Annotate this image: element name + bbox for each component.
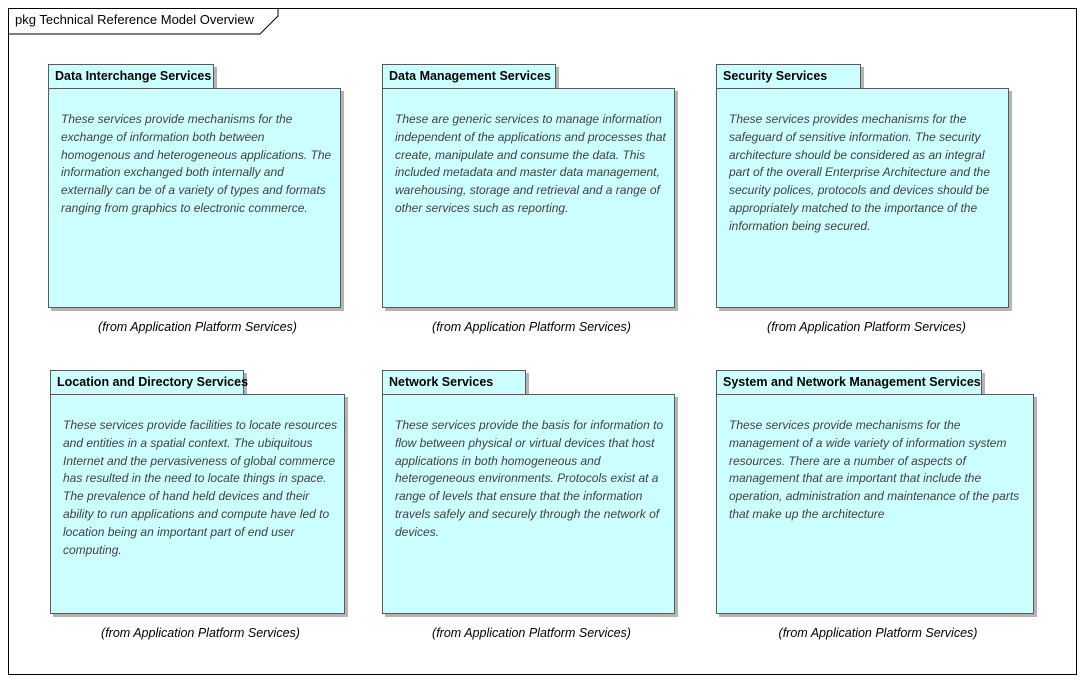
package-tab[interactable] (716, 370, 982, 395)
package-origin-label: (from Application Platform Services) (778, 626, 978, 640)
package-body[interactable] (382, 88, 675, 308)
package-description: These services provide mechanisms for the management of a wide variety of information system resources. There are a number of aspects of management that are important that include the operation, administration and maintenance of the parts that make up the architecture (729, 418, 1020, 521)
package-tab[interactable] (382, 64, 556, 89)
package-tab[interactable] (48, 64, 214, 89)
package-tab[interactable] (716, 64, 861, 89)
package-description: These are generic services to manage information independent of the applications and processes that create, manipulate and consume the data. This included metadata and master data management, warehousing, storage and retrieval and a range of other services such as reporting. (395, 112, 666, 215)
package-name: Security Services (723, 69, 828, 83)
package-origin-label: (from Application Platform Services) (432, 320, 631, 334)
package-tab[interactable] (50, 370, 249, 395)
package-name: Data Management Services (389, 69, 551, 83)
package-origin-label: (from Application Platform Services) (432, 626, 631, 640)
package-description: These services provide facilities to locate resources and entities in a spatial context. The ubiquitous Internet and the pervasiveness of global commerce has resulted in the need to locate things in space. The prevalence of hand held devices and their ability to run applications and compute have led to location being an important part of end user computing. (63, 418, 338, 557)
package-origin-label: (from Application Platform Services) (101, 626, 300, 640)
package-name: System and Network Management Services (723, 375, 981, 389)
package-body[interactable] (716, 394, 1034, 614)
package-origin-label: (from Application Platform Services) (98, 320, 297, 334)
package-body[interactable] (382, 394, 675, 614)
package-name: Data Interchange Services (55, 69, 212, 83)
package-name: Location and Directory Services (57, 375, 249, 389)
package-origin-label: (from Application Platform Services) (767, 320, 966, 334)
package-body[interactable] (716, 88, 1009, 308)
package-name: Network Services (389, 375, 494, 389)
package-body[interactable] (50, 394, 345, 614)
package-description: These services provides mechanisms for the safeguard of sensitive information. The security architecture should be considered as an integral part of the overall Enterprise Architecture and the security polices, protocols and devices should be appropriately matched to the importance of the information being secured. (729, 112, 991, 233)
package-tab[interactable] (382, 370, 526, 395)
frame-title: pkg Technical Reference Model Overview (15, 12, 254, 27)
package-description: These services provide mechanisms for the exchange of information both between homogenous and heterogeneous applications. The information exchanged both internally and externally can be of a variety of types and formats ranging from graphics to electronic commerce. (61, 112, 332, 215)
package-description: These services provide the basis for information to flow between physical or virtual devices that host applications in both homogeneous and heterogeneous environments. Protocols exist at a range of levels that ensure that the information travels safely and securely through the network of devices. (395, 418, 664, 539)
package-body[interactable] (48, 88, 341, 308)
